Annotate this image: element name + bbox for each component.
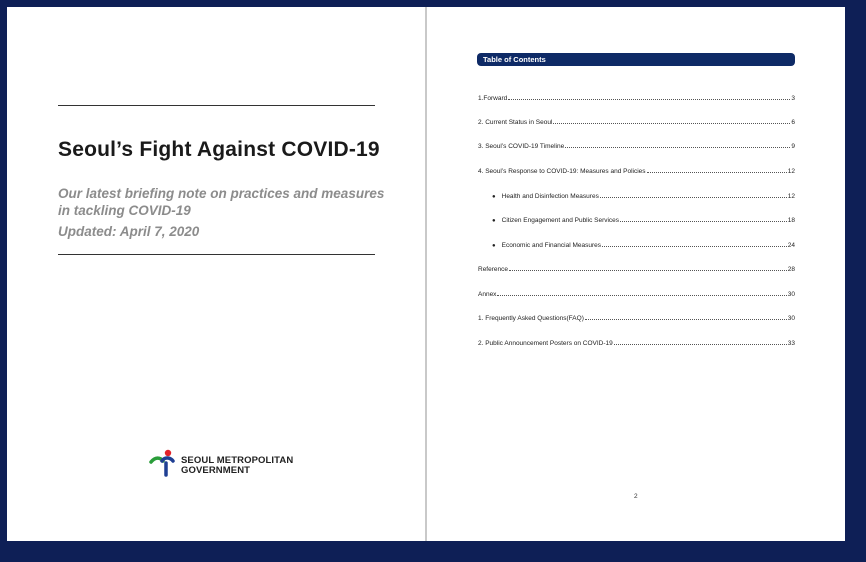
toc-entry-label: Citizen Engagement and Public Services [501,217,620,224]
toc-entry-page: 28 [787,266,795,273]
toc-entry-label: 2. Public Announcement Posters on COVID-19 [478,340,613,347]
toc-entry-page: 30 [787,291,795,298]
toc-subentry[interactable] [492,214,795,224]
toc-header: Table of Contents [477,53,795,66]
cover-subtitle: Our latest briefing note on practices and measures in tackling COVID-19 [58,186,385,218]
toc-entry[interactable] [478,263,795,273]
toc-leader-dots [508,98,790,100]
cover-updated-date: Updated: April 7, 2020 [58,224,200,239]
toc-entry-page: 9 [791,143,795,150]
bullet-icon: ● [492,243,496,249]
cover-page [7,7,425,541]
toc-entry[interactable] [478,337,795,347]
toc-entry-label: 3. Seoul’s COVID-19 Timeline [478,143,565,150]
toc-entry-label: 1. Frequently Asked Questions(FAQ) [478,315,584,322]
toc-entry-label: Reference [478,266,508,273]
bullet-icon: ● [492,194,496,200]
document-viewer [7,7,845,541]
toc-entry-label: Annex [478,291,497,298]
seoul-logo-icon [149,448,179,478]
toc-leader-dots [553,122,790,124]
toc-entry-label: Economic and Financial Measures [501,242,601,249]
page-number: 2 [634,493,638,500]
logo-text-line1: SEOUL METROPOLITAN [181,455,294,466]
toc-leader-dots [497,294,786,296]
toc-entry-label: 1.Forward [478,95,508,102]
toc-entry-page: 33 [787,340,795,347]
toc-entry-page: 12 [787,193,795,200]
toc-subentry[interactable] [492,239,795,249]
toc-entry-label: Health and Disinfection Measures [501,193,599,200]
toc-entry[interactable] [478,92,795,102]
table-of-contents-page [427,7,845,541]
toc-leader-dots [565,146,790,148]
toc-leader-dots [600,196,787,198]
toc-leader-dots [585,318,787,320]
toc-entry[interactable] [478,312,795,322]
logo-text [181,456,331,476]
toc-entry-page: 6 [791,119,795,126]
toc-entry-label: 2. Current Status in Seoul [478,119,553,126]
toc-leader-dots [647,171,787,173]
toc-entry-page: 24 [787,242,795,249]
toc-leader-dots [509,269,787,271]
toc-entry-page: 3 [791,95,795,102]
toc-entry[interactable] [478,288,795,298]
divider-line [58,105,375,106]
toc-entry-label: 4. Seoul’s Response to COVID-19: Measures and Policies [478,168,646,175]
toc-entry[interactable] [478,165,795,175]
divider-line [58,254,375,255]
toc-entry-page: 18 [787,217,795,224]
logo-text-line2: GOVERNMENT [181,465,251,476]
toc-subentry[interactable] [492,190,795,200]
toc-entry-page: 30 [787,315,795,322]
toc-entry[interactable] [478,116,795,126]
toc-leader-dots [620,220,787,222]
toc-entry-page: 12 [787,168,795,175]
toc-leader-dots [602,245,787,247]
bullet-icon: ● [492,218,496,224]
toc-leader-dots [614,343,787,345]
toc-entry[interactable] [478,140,795,150]
cover-title: Seoul’s Fight Against COVID-19 [58,138,380,161]
